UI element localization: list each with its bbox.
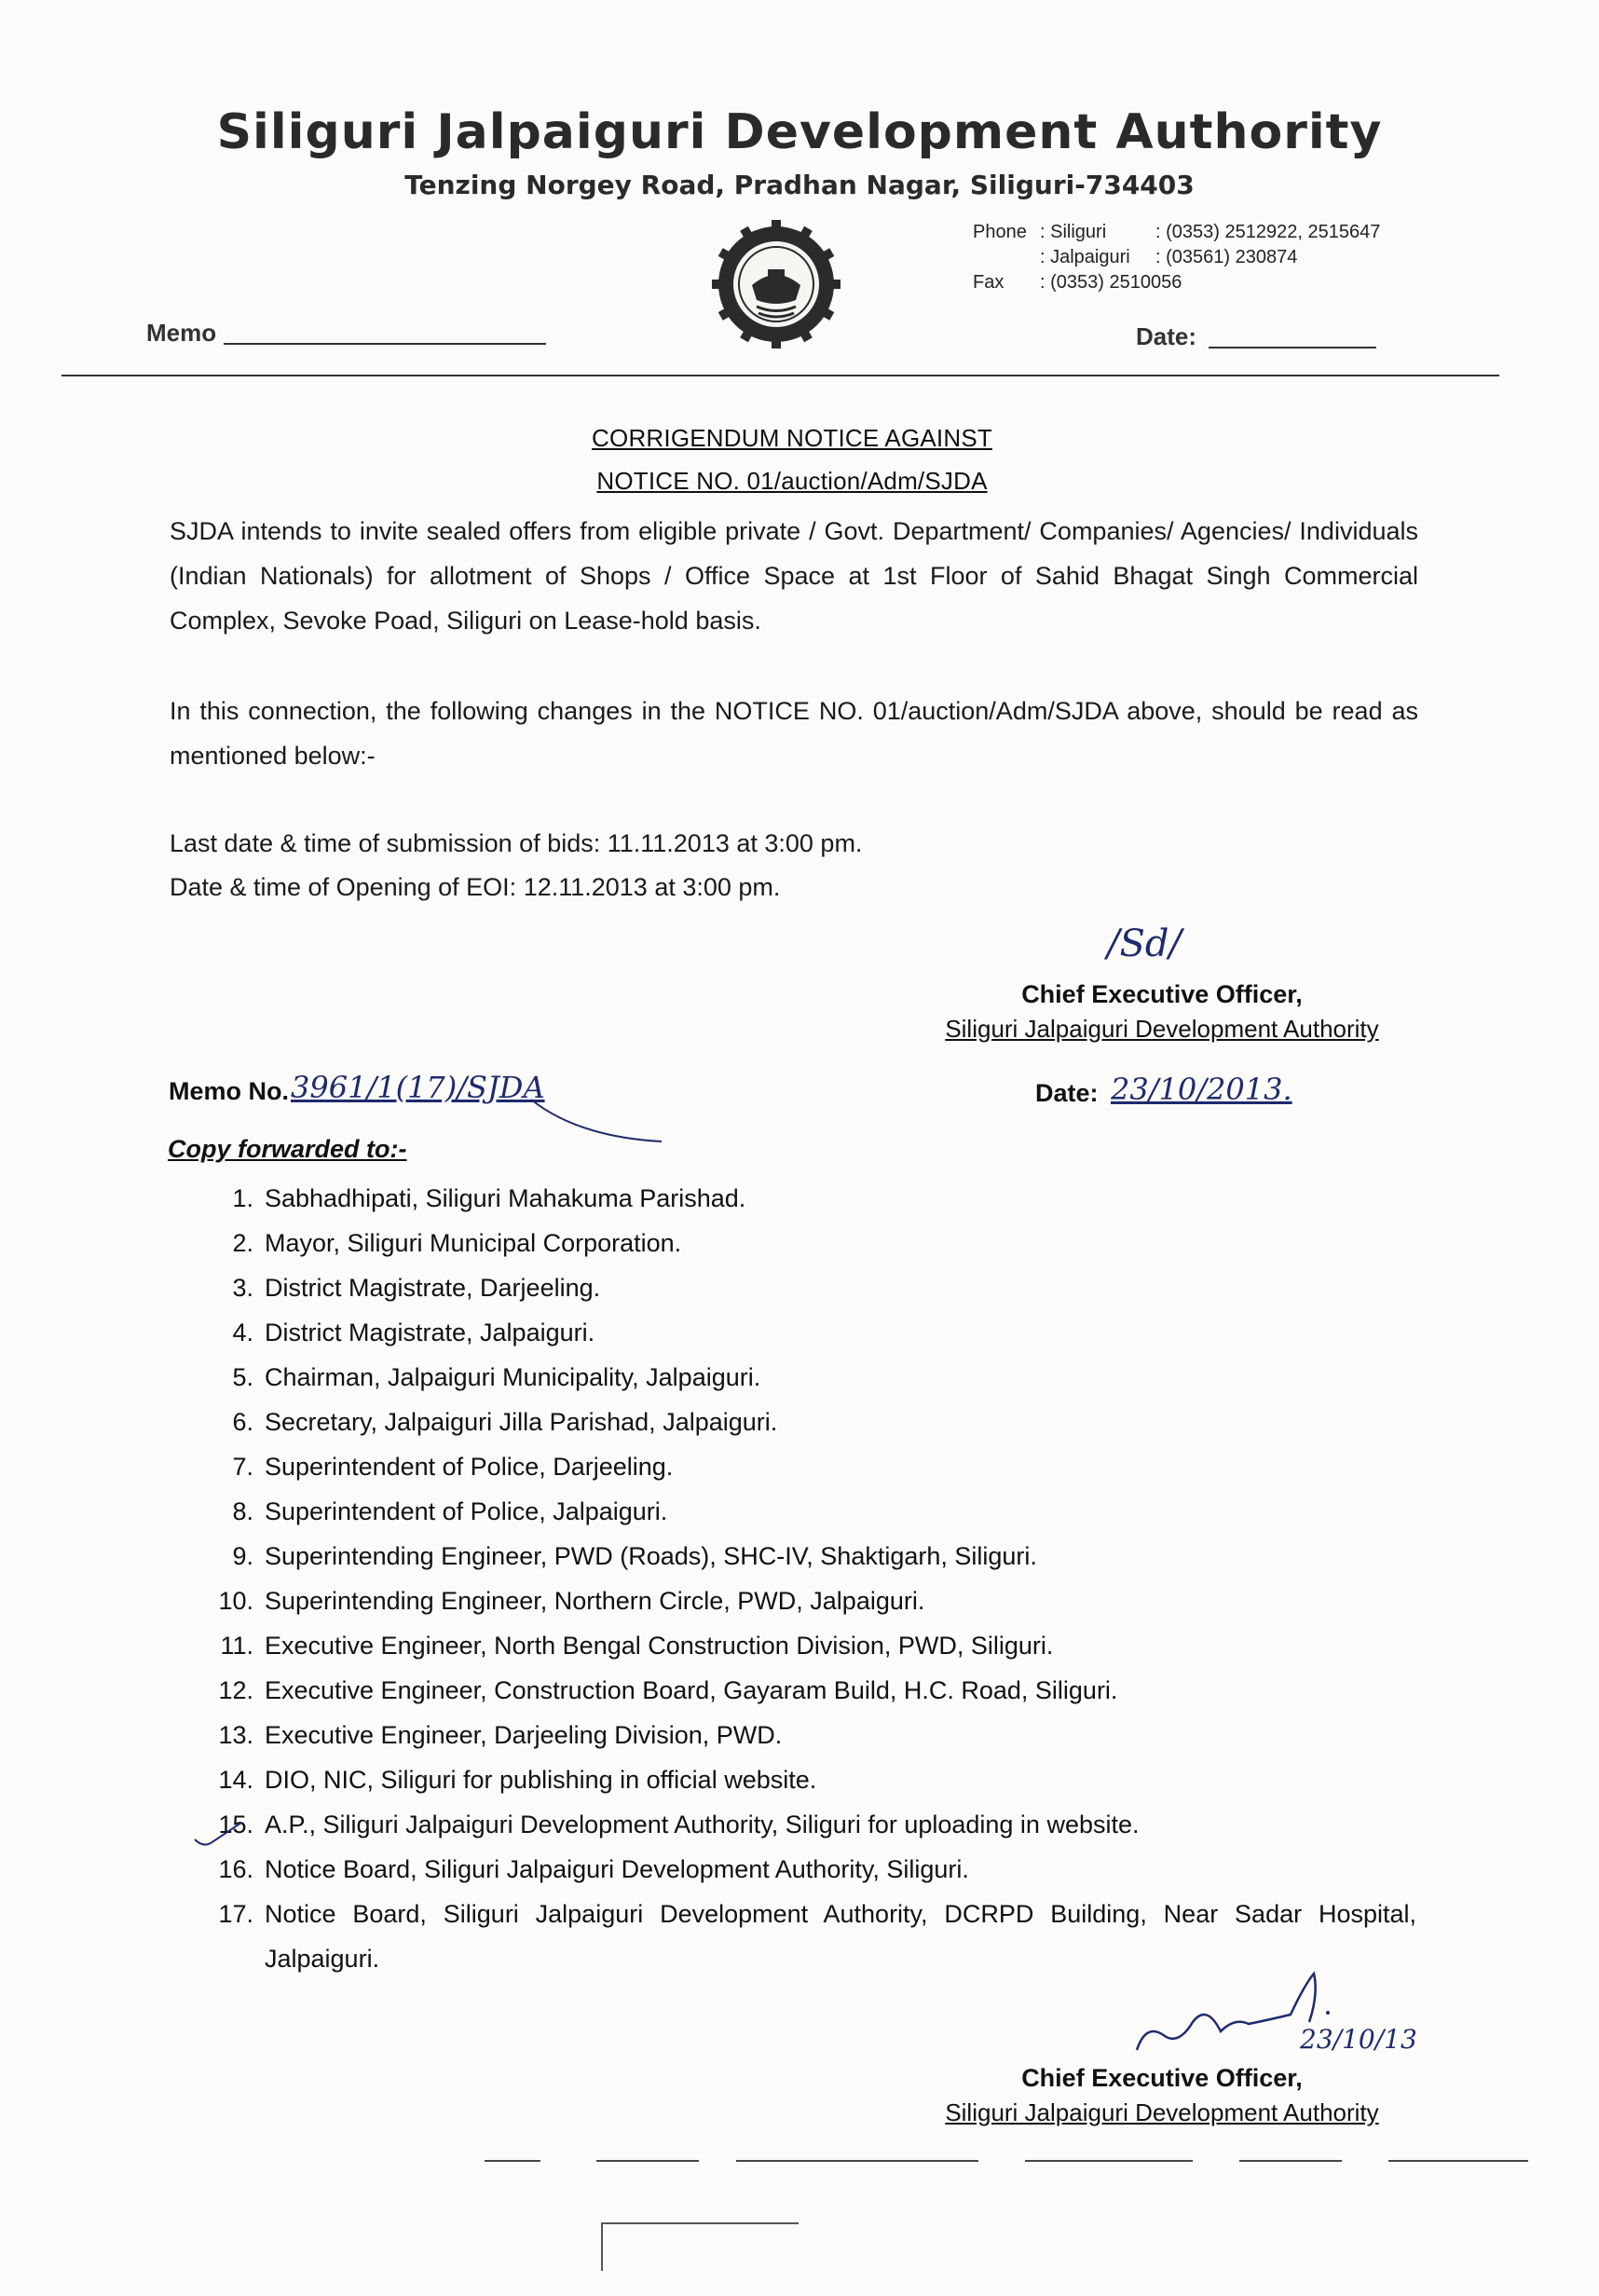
footer-dash [596,2160,699,2162]
list-item: 10. Superintending Engineer, Northern Circle, PWD, Jalpaiguri. [218,1587,925,1615]
list-item: 15. A.P., Siliguri Jalpaiguri Development Authority, Siliguri for uploading in website. [218,1811,1140,1838]
contact-phone-siliguri: Phone : Siliguri : (0353) 2512922, 2515647 [973,222,1381,242]
list-item: 1. Sabhadhipati, Siliguri Mahakuma Parishad. [232,1184,746,1212]
signed-mark: /Sd/ [1107,922,1182,965]
footer-dash [736,2160,978,2162]
footer-dash [1239,2160,1342,2162]
final-signatory-org: Siliguri Jalpaiguri Development Authority [945,2098,1379,2126]
list-item: 14. DIO, NIC, Siliguri for publishing in official website. [218,1766,817,1794]
list-item: 9. Superintending Engineer, PWD (Roads), SHC-IV, Shaktigarh, Siliguri. [232,1542,1037,1570]
memo-pen-stroke [522,1072,671,1146]
signature-block-1 [938,980,1386,1044]
date-label: Date: [1136,322,1197,350]
signature-date: 23/10/13 [1300,2024,1417,2055]
org-address: Tenzing Norgey Road, Pradhan Nagar, Siliguri-734403 [404,170,1195,200]
notice-paragraph-changes: In this connection, the following changes in the NOTICE NO. 01/auction/Adm/SJDA above, should be read as mentioned below:- [170,697,1418,770]
list-item: 13. Executive Engineer, Darjeeling Division, PWD. [218,1721,783,1749]
list-item: 3. District Magistrate, Darjeeling. [232,1274,601,1302]
notice-paragraph-intro: SJDA intends to invite sealed offers from eligible private / Govt. Department/ Companies/ Agencies/ Individuals (Indian Nationals) for allotment of Shops / Office Space at 1st Floor of Sahid Bhagat Singh Commercial Complex, Sevoke Poad, Siliguri on Lease-hold basis. [170,517,1418,635]
notice-heading-line1: CORRIGENDUM NOTICE AGAINST [592,424,992,452]
notice-heading-line2: NOTICE NO. 01/auction/Adm/SJDA [596,467,988,495]
signatory-title: Chief Executive Officer, [1021,980,1303,1008]
list-item: 16. Notice Board, Siliguri Jalpaiguri Development Authority, Siliguri. [218,1855,969,1883]
list-item: 5. Chairman, Jalpaiguri Municipality, Jalpaiguri. [232,1363,761,1391]
list-item: 4. District Magistrate, Jalpaiguri. [232,1319,595,1346]
memo-date-value: 23/10/2013. [1111,1072,1292,1107]
footer-dash [1388,2160,1528,2162]
list-item: 7. Superintendent of Police, Darjeeling. [232,1453,674,1481]
copy-forwarded-heading: Copy forwarded to:- [168,1135,407,1163]
opening-date-line: Date & time of Opening of EOI: 12.11.2013 at 3:00 pm. [170,873,781,901]
memo-date-label: Date: [1035,1079,1099,1107]
tick-mark [191,1817,247,1854]
memo-no-label: Memo No. [169,1077,290,1105]
list-item: 2. Mayor, Siliguri Municipal Corporation. [232,1229,682,1257]
date-blank-line [1209,347,1376,348]
list-item: 17. Notice Board, Siliguri Jalpaiguri Development Authority, DCRPD Building, Near Sadar Hospital, Jalpaiguri. [218,1900,1416,1973]
contact-phone-jalpaiguri: : Jalpaiguri : (03561) 230874 [1040,247,1298,267]
bottom-box-mark [601,2222,799,2271]
memo-blank-line [224,343,546,345]
list-item: 11. Executive Engineer, North Bengal Construction Division, PWD, Siliguri. [220,1632,1054,1660]
footer-dash [485,2160,540,2162]
memo-no-value: 3961/1(17)/SJDA [291,1070,545,1105]
list-item: 6. Secretary, Jalpaiguri Jilla Parishad, Jalpaiguri. [232,1408,778,1436]
list-item: 12. Executive Engineer, Construction Board, Gayaram Build, H.C. Road, Siliguri. [218,1676,1118,1704]
final-signatory-title: Chief Executive Officer, [1021,2064,1303,2092]
header-divider [62,375,1499,376]
contact-info [973,220,1380,295]
signature-block-2 [938,2064,1386,2127]
copy-forwarded-list [205,1176,1416,1981]
memo-label: Memo [146,319,217,347]
footer-dash [1025,2160,1193,2162]
org-name: Siliguri Jalpaiguri Development Authority [216,104,1383,160]
contact-fax: Fax : (0353) 2510056 [973,272,1182,293]
last-date-line: Last date & time of submission of bids: 11.11.2013 at 3:00 pm. [170,829,863,857]
sjda-seal-logo [710,218,842,350]
signatory-org: Siliguri Jalpaiguri Development Authority [945,1015,1379,1043]
list-item: 8. Superintendent of Police, Jalpaiguri. [232,1497,668,1525]
